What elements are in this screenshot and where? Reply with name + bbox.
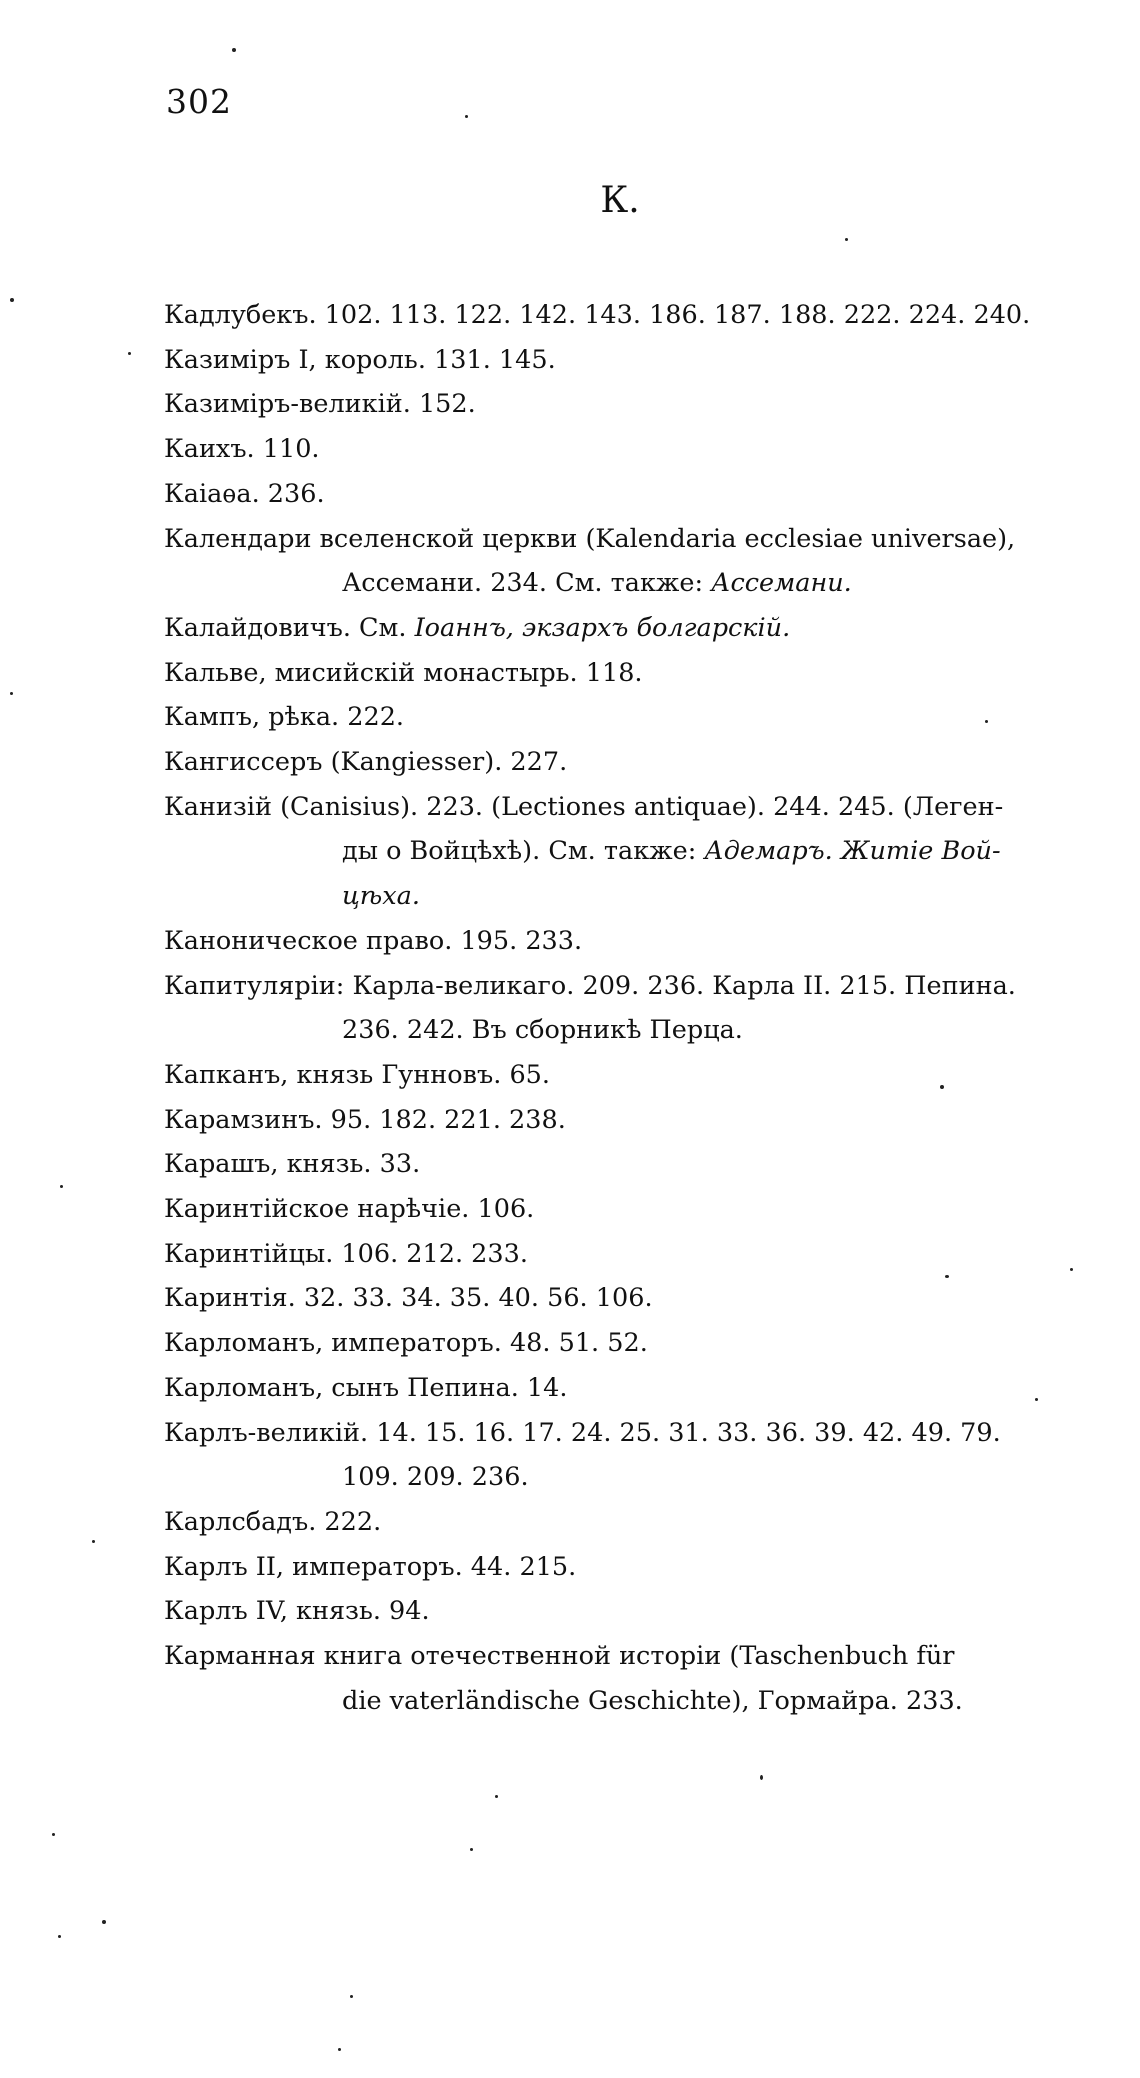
entry-text: Кальве, мисийскій монастырь. 118. <box>164 657 643 688</box>
scan-speck <box>350 1995 353 1998</box>
entry-line <box>164 1321 1069 1366</box>
entry-text: Каіаѳа. 236. <box>164 478 325 509</box>
entry-text: Карломанъ, сынъ Пепина. 14. <box>164 1372 568 1403</box>
entry-line <box>164 1232 1069 1277</box>
entry-line <box>164 1142 1069 1187</box>
entry-continuation-line <box>164 1679 1069 1724</box>
entry-text: Календари вселенской церкви (Kalendaria ecclesiae universae), <box>164 523 1016 554</box>
scan-speck <box>232 48 236 52</box>
index-entry <box>164 1589 1069 1634</box>
entry-line <box>164 427 1069 472</box>
entry-continuation-line <box>164 829 1069 874</box>
entry-line <box>164 964 1069 1009</box>
entry-text: Каринтія. 32. 33. 34. 35. 40. 56. 106. <box>164 1283 653 1314</box>
entry-text: Ассемани. 234. См. также: <box>342 568 712 599</box>
scan-speck <box>1035 1398 1038 1401</box>
index-entry <box>164 651 1069 696</box>
entry-line <box>164 919 1069 964</box>
scan-speck <box>465 115 468 118</box>
index-entry <box>164 517 1069 606</box>
entry-text: Казиміръ-великій. 152. <box>164 389 476 420</box>
index-entry <box>164 1098 1069 1143</box>
entry-cross-reference: Іоаннъ, экзархъ болгарскій. <box>414 612 791 643</box>
entry-text: Кадлубекъ. 102. 113. 122. 142. 143. 186. 187. 188. 222. 224. 240. <box>164 300 1031 330</box>
scan-speck <box>10 298 14 302</box>
scan-speck <box>58 1935 61 1938</box>
entry-line <box>164 1634 1069 1679</box>
entry-text: ды о Войцѣхѣ). См. также: <box>342 836 705 867</box>
entry-line <box>164 1545 1069 1590</box>
entry-text: Карашъ, князь. 33. <box>164 1149 421 1180</box>
entry-text: Карлъ-великій. 14. 15. 16. 17. 24. 25. 31. 33. 36. 39. 42. 49. 79. <box>164 1417 1001 1448</box>
entry-continuation-line <box>164 561 1069 606</box>
index-entry <box>164 1321 1069 1366</box>
index-entry <box>164 1053 1069 1098</box>
scan-speck <box>940 1085 944 1089</box>
entry-text: Кангиссеръ (Kangiesser). 227. <box>164 747 568 778</box>
entry-text: Карлъ II, императоръ. 44. 215. <box>164 1551 577 1582</box>
entry-cross-reference: Ассемани. <box>711 568 852 599</box>
index-entry <box>164 1634 1069 1723</box>
entry-text: Карлъ IV, князь. 94. <box>164 1596 430 1627</box>
entry-text: Карломанъ, императоръ. 48. 51. 52. <box>164 1328 648 1359</box>
entry-line <box>164 517 1069 562</box>
entry-line <box>164 651 1069 696</box>
entry-text: Каринтійцы. 106. 212. 233. <box>164 1238 528 1269</box>
entry-line <box>164 472 1069 517</box>
scan-speck <box>128 352 131 355</box>
index-entry <box>164 472 1069 517</box>
index-entry <box>164 1276 1069 1321</box>
entry-continuation-line <box>164 874 1069 919</box>
entry-line <box>164 1053 1069 1098</box>
entry-text: Карманная книга отечественной исторіи (Taschenbuch für <box>164 1641 955 1672</box>
scan-speck <box>52 1833 55 1836</box>
entry-text: Капканъ, князь Гунновъ. 65. <box>164 1059 550 1090</box>
scan-speck <box>495 1795 498 1798</box>
entry-text: Калайдовичъ. См. <box>164 612 415 643</box>
index-entry <box>164 427 1069 472</box>
entry-line <box>164 695 1069 740</box>
entry-text: Каринтійское нарѣчіе. 106. <box>164 1194 535 1225</box>
scan-speck <box>338 2048 341 2051</box>
entry-text: Капитуляріи: Карла-великаго. 209. 236. Карла II. 215. Пепина. <box>164 970 1016 1001</box>
entry-line <box>164 1276 1069 1321</box>
entry-text: 109. 209. 236. <box>342 1462 529 1493</box>
entry-text: Каноническое право. 195. 233. <box>164 925 583 956</box>
entry-cross-reference: цѣха. <box>342 881 420 912</box>
index-entry <box>164 919 1069 964</box>
index-entry <box>164 1232 1069 1277</box>
entry-line <box>164 293 1069 338</box>
scan-speck <box>92 1540 95 1543</box>
entry-text: die vaterländische Geschichte), Гормайра. 233. <box>342 1685 963 1716</box>
index-entry <box>164 1545 1069 1590</box>
index-entry <box>164 785 1069 919</box>
entry-line <box>164 1589 1069 1634</box>
entry-line <box>164 740 1069 785</box>
entry-text: Карлсбадъ. 222. <box>164 1506 382 1537</box>
section-heading: К. <box>600 180 640 221</box>
entry-continuation-line <box>164 1008 1069 1053</box>
scan-speck <box>1070 1268 1073 1271</box>
scan-speck <box>102 1920 106 1924</box>
entry-line <box>164 1411 1069 1456</box>
scan-speck <box>760 1775 763 1780</box>
scan-speck <box>60 1185 63 1188</box>
entry-text: Каихъ. 110. <box>164 434 320 465</box>
scan-speck <box>10 692 13 695</box>
index-entry <box>164 1366 1069 1411</box>
entry-text: 236. 242. Въ сборникѣ Перца. <box>342 1015 743 1046</box>
scan-speck <box>845 238 848 241</box>
entry-text: Казиміръ I, король. 131. 145. <box>164 344 556 375</box>
index-entry <box>164 1187 1069 1232</box>
entry-line <box>164 1187 1069 1232</box>
entry-cross-reference: Адемаръ. Житіе Вой- <box>704 836 1001 867</box>
scan-speck <box>985 720 988 723</box>
index-list <box>164 293 1069 1724</box>
entry-line <box>164 785 1069 830</box>
index-entry <box>164 293 1069 338</box>
index-entry <box>164 606 1069 651</box>
entry-line <box>164 1366 1069 1411</box>
entry-text: Канизій (Canisius). 223. (Lectiones antiquae). 244. 245. (Леген- <box>164 791 1004 822</box>
entry-line <box>164 382 1069 427</box>
index-entry <box>164 1142 1069 1187</box>
scan-speck <box>470 1848 473 1851</box>
scan-speck <box>945 1275 949 1278</box>
index-entry <box>164 1411 1069 1500</box>
entry-line <box>164 1098 1069 1143</box>
entry-continuation-line <box>164 1455 1069 1500</box>
entry-text: Карамзинъ. 95. 182. 221. 238. <box>164 1104 566 1135</box>
entry-line <box>164 338 1069 383</box>
index-entry <box>164 695 1069 740</box>
page-number: 302 <box>166 82 232 121</box>
entry-line <box>164 606 1069 651</box>
index-entry <box>164 382 1069 427</box>
index-entry <box>164 964 1069 1053</box>
entry-text: Кампъ, рѣка. 222. <box>164 702 405 733</box>
entry-line <box>164 1500 1069 1545</box>
index-entry <box>164 740 1069 785</box>
index-entry <box>164 1500 1069 1545</box>
index-entry <box>164 338 1069 383</box>
